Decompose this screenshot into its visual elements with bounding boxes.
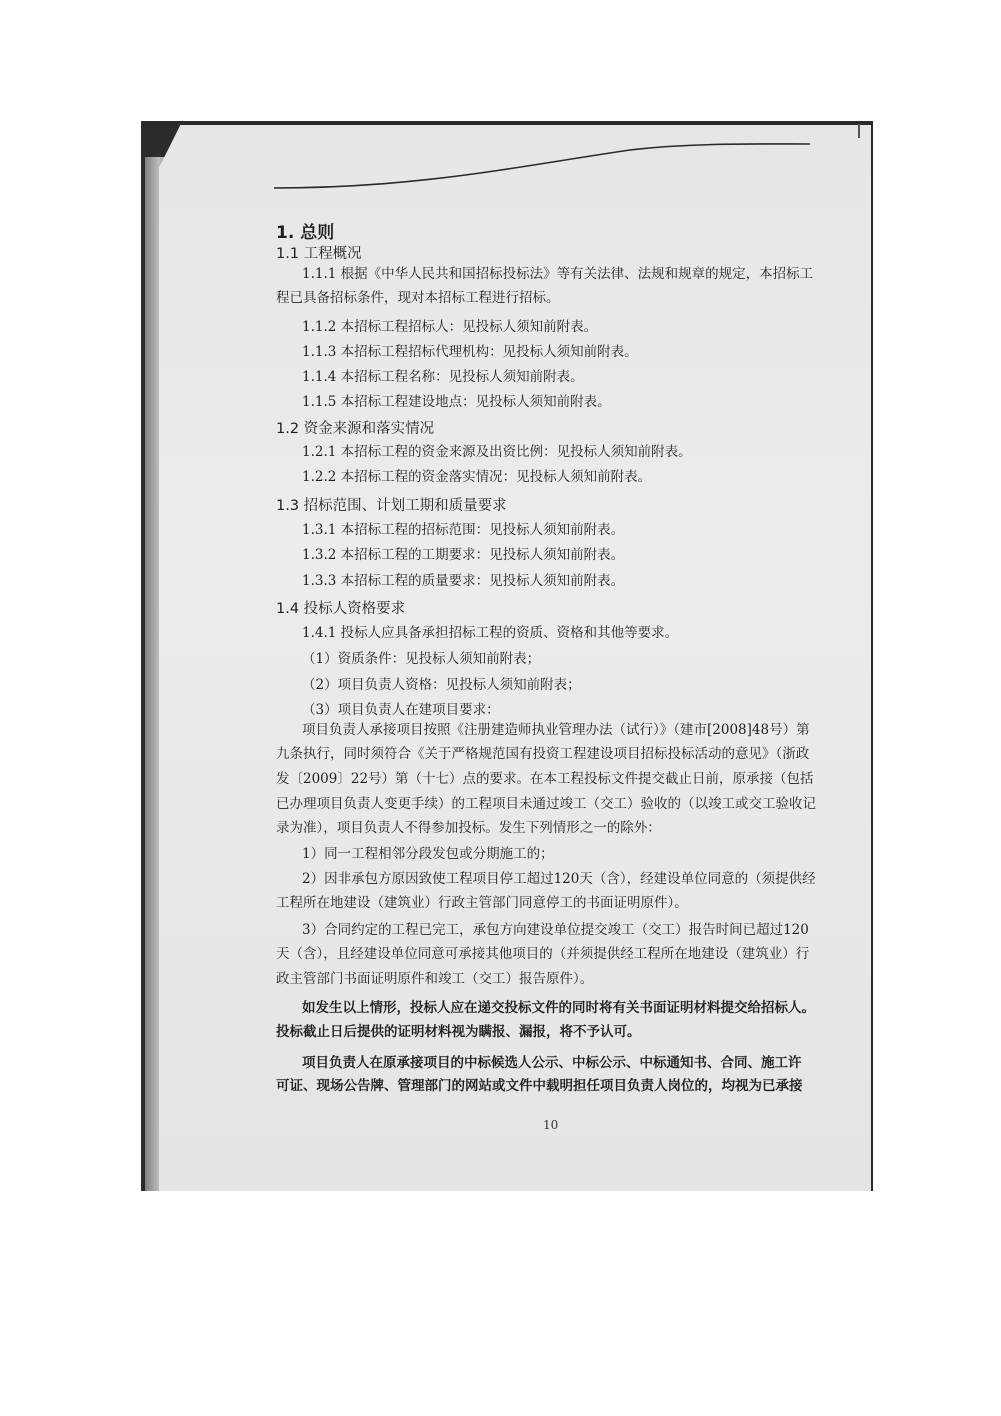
section-heading: 1. 总则 [276,223,335,243]
bold-paragraph-line: 如发生以上情形，投标人应在递交投标文件的同时将有关书面证明材料提交给招标人。 [302,1000,815,1016]
paragraph-line: （3）项目负责人在建项目要求： [302,702,500,718]
page-number: 10 [543,1118,559,1132]
bold-paragraph-line: 项目负责人在原承接项目的中标候选人公示、中标公示、中标通知书、合同、施工许 [302,1055,802,1071]
edge-mark [858,124,860,138]
paragraph-line: 九条执行，同时须符合《关于严格规范国有投资工程建设项目招标投标活动的意见》（浙政 [276,746,810,762]
paragraph-line: 录为准），项目负责人不得参加投标。发生下列情形之一的除外： [276,820,661,836]
paragraph-line: 天（含），且经建设单位同意可承接其他项目的（并须提供经工程所在地建设（建筑业）行 [276,946,810,962]
paragraph-line: 1.1.5 本招标工程建设地点：见投标人须知前附表。 [302,394,611,410]
paragraph-line: 1.2.1 本招标工程的资金来源及出资比例：见投标人须知前附表。 [302,444,692,460]
paragraph-line: 1.1.2 本招标工程招标人：见投标人须知前附表。 [302,319,598,335]
subsection-heading: 1.1 工程概况 [276,246,362,262]
paragraph-line: 已办理项目负责人变更手续）的工程项目未通过竣工（交工）验收的（以竣工或交工验收记 [276,796,816,812]
paragraph-line: 1.4.1 投标人应具备承担招标工程的资质、资格和其他等要求。 [302,625,679,641]
paragraph-line: （2）项目负责人资格：见投标人须知前附表； [302,677,581,693]
subsection-heading: 1.4 投标人资格要求 [276,601,406,617]
paragraph-line: 3）合同约定的工程已完工，承包方向建设单位提交竣工（交工）报告时间已超过120 [302,922,809,938]
paragraph-line: 发〔2009〕22号）第（十七）点的要求。在本工程投标文件提交截止日前，原承接（包括 [276,771,814,787]
paragraph-line: 1）同一工程相邻分段发包或分期施工的； [302,846,554,862]
paragraph-line: 1.2.2 本招标工程的资金落实情况：见投标人须知前附表。 [302,469,652,485]
paragraph-line: 1.3.2 本招标工程的工期要求：见投标人须知前附表。 [302,547,625,563]
paragraph-line: 工程所在地建设（建筑业）行政主管部门同意停工的书面证明原件）。 [276,895,688,911]
paragraph-line: 2）因非承包方原因致使工程项目停工超过120天（含），经建设单位同意的（须提供经 [302,871,816,887]
paragraph-line: （1）资质条件：见投标人须知前附表； [302,651,541,667]
bold-paragraph-line: 可证、现场公告牌、管理部门的网站或文件中载明担任项目负责人岗位的，均视为已承接 [276,1078,803,1094]
paragraph-line: 1.1.1 根据《中华人民共和国招标投标法》等有关法律、法规和规章的规定，本招标工 [302,266,814,282]
paragraph-line: 1.3.1 本招标工程的招标范围：见投标人须知前附表。 [302,522,625,538]
header-decorative-curve [270,138,815,198]
paragraph-line: 政主管部门书面证明原件和竣工（交工）报告原件）。 [276,971,594,987]
subsection-heading: 1.2 资金来源和落实情况 [276,421,435,437]
subsection-heading: 1.3 招标范围、计划工期和质量要求 [276,498,507,514]
paragraph-line: 1.3.3 本招标工程的质量要求：见投标人须知前附表。 [302,573,625,589]
paragraph-line: 程已具备招标条件，现对本招标工程进行招标。 [276,290,560,306]
paragraph-line: 项目负责人承接项目按照《注册建造师执业管理办法（试行）》（建市[2008]48号）第 [302,722,810,738]
paragraph-line: 1.1.4 本招标工程名称：见投标人须知前附表。 [302,369,584,385]
bold-paragraph-line: 投标截止日后提供的证明材料视为瞒报、漏报，将不予认可。 [276,1024,641,1040]
paragraph-line: 1.1.3 本招标工程招标代理机构：见投标人须知前附表。 [302,344,638,360]
